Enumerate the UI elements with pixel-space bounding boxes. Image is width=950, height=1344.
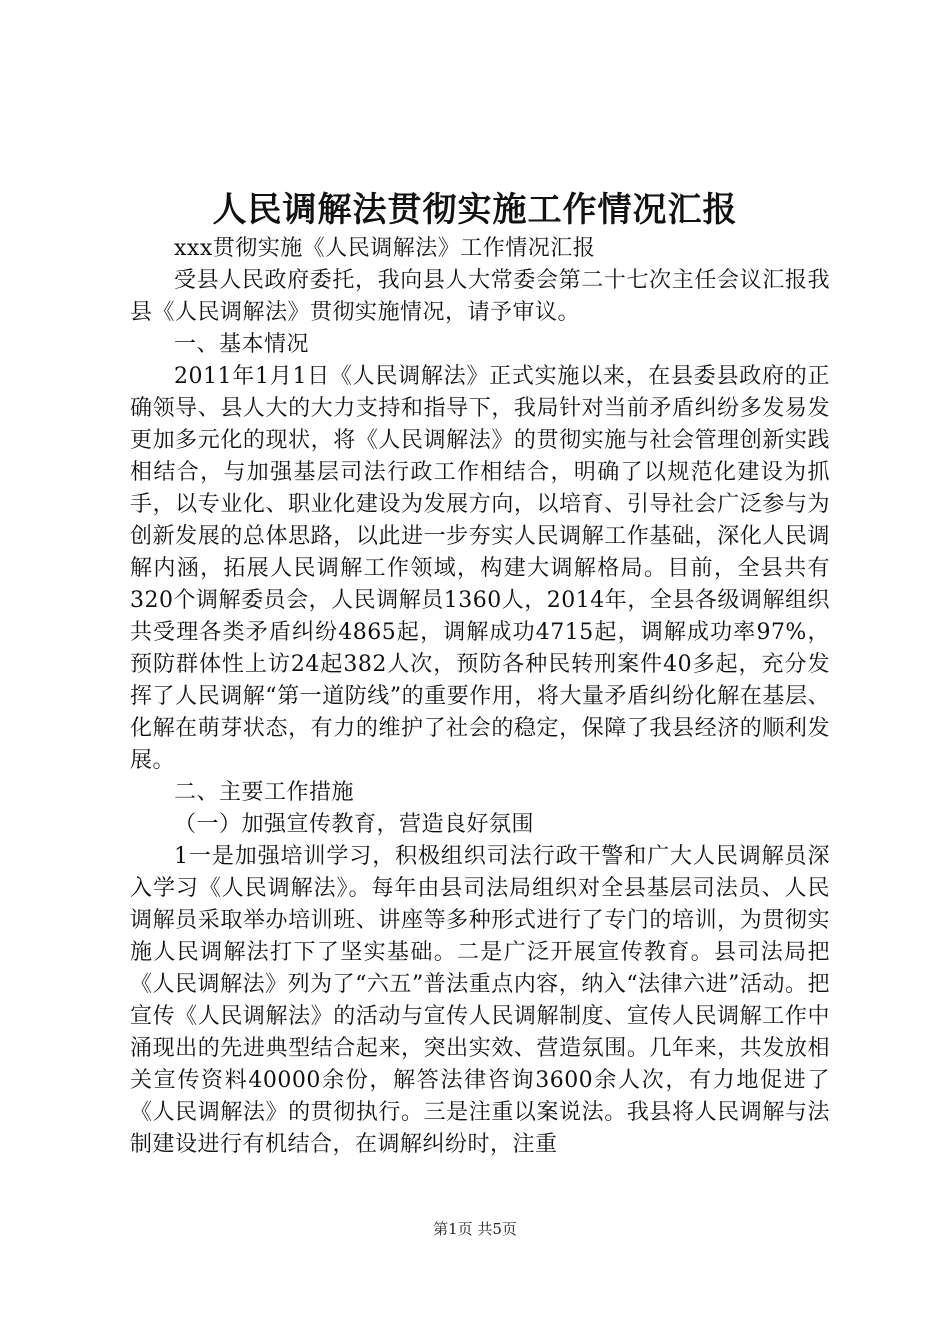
paragraph-publicity: 1一是加强培训学习，积极组织司法行政干警和广大人民调解员深入学习《人民调解法》。每年由县司法局组织对全县基层司法员、人民调解员采取举办培训班、讲座等多种形式进行了专门的培训，为贯彻实施人民调解法打下了坚实基础。二是广泛开展宣传教育。县司法局把《人民调解法》列为了“六五”普法重点内容，纳入“法律六进”活动。把宣传《人民调解法》的活动与宣传人民调解制度、宣传人民调解工作中涌现出的先进典型结合起来，突出实效、营造氛围。几年来，共发放相关宣传资料40000余份，解答法律咨询3600余人次，有力地促进了《人民调解法》的贯彻执行。三是注重以案说法。我县将人民调解与法制建设进行有机结合，在调解纠纷时，注重 — [130, 844, 830, 1157]
document-body — [130, 233, 830, 1161]
paragraph-subtitle: xxx贯彻实施《人民调解法》工作情况汇报 — [174, 236, 596, 261]
paragraph-basic-situation: 2011年1月1日《人民调解法》正式实施以来，在县委县政府的正确领导、县人大的大力支持和指导下，我局针对当前矛盾纠纷多发易发更加多元化的现状，将《人民调解法》的贯彻实施与社会管理创新实践相结合，与加强基层司法行政工作相结合，明确了以规范化建设为抓手，以专业化、职业化建设为发展方向，以培育、引导社会广泛参与为创新发展的总体思路，以此进一步夯实人民调解工作基础，深化人民调解内涵，拓展人民调解工作领域，构建大调解格局。目前，全县共有320个调解委员会，人民调解员1360人，2014年，全县各级调解组织共受理各类矛盾纠纷4865起，调解成功4715起，调解成功率97%，预防群体性上访24起382人次，预防各种民转刑案件40多起，充分发挥了人民调解“第一道防线”的重要作用，将大量矛盾纠纷化解在基层、化解在萌芽状态，有力的维护了社会的稳定，保障了我县经济的顺利发展。 — [130, 364, 830, 773]
heading-main-measures: 二、主要工作措施 — [174, 780, 355, 805]
page-footer: 第1页 共5页 — [433, 1220, 517, 1238]
paragraph-intro: 受县人民政府委托，我向县人大常委会第二十七次主任会议汇报我县《人民调解法》贯彻实施情况，请予审议。 — [130, 268, 830, 325]
subheading-publicity: （一）加强宣传教育，营造良好氛围 — [174, 812, 535, 837]
document-title: 人民调解法贯彻实施工作情况汇报 — [212, 190, 738, 230]
heading-basic-situation: 一、基本情况 — [174, 332, 310, 357]
